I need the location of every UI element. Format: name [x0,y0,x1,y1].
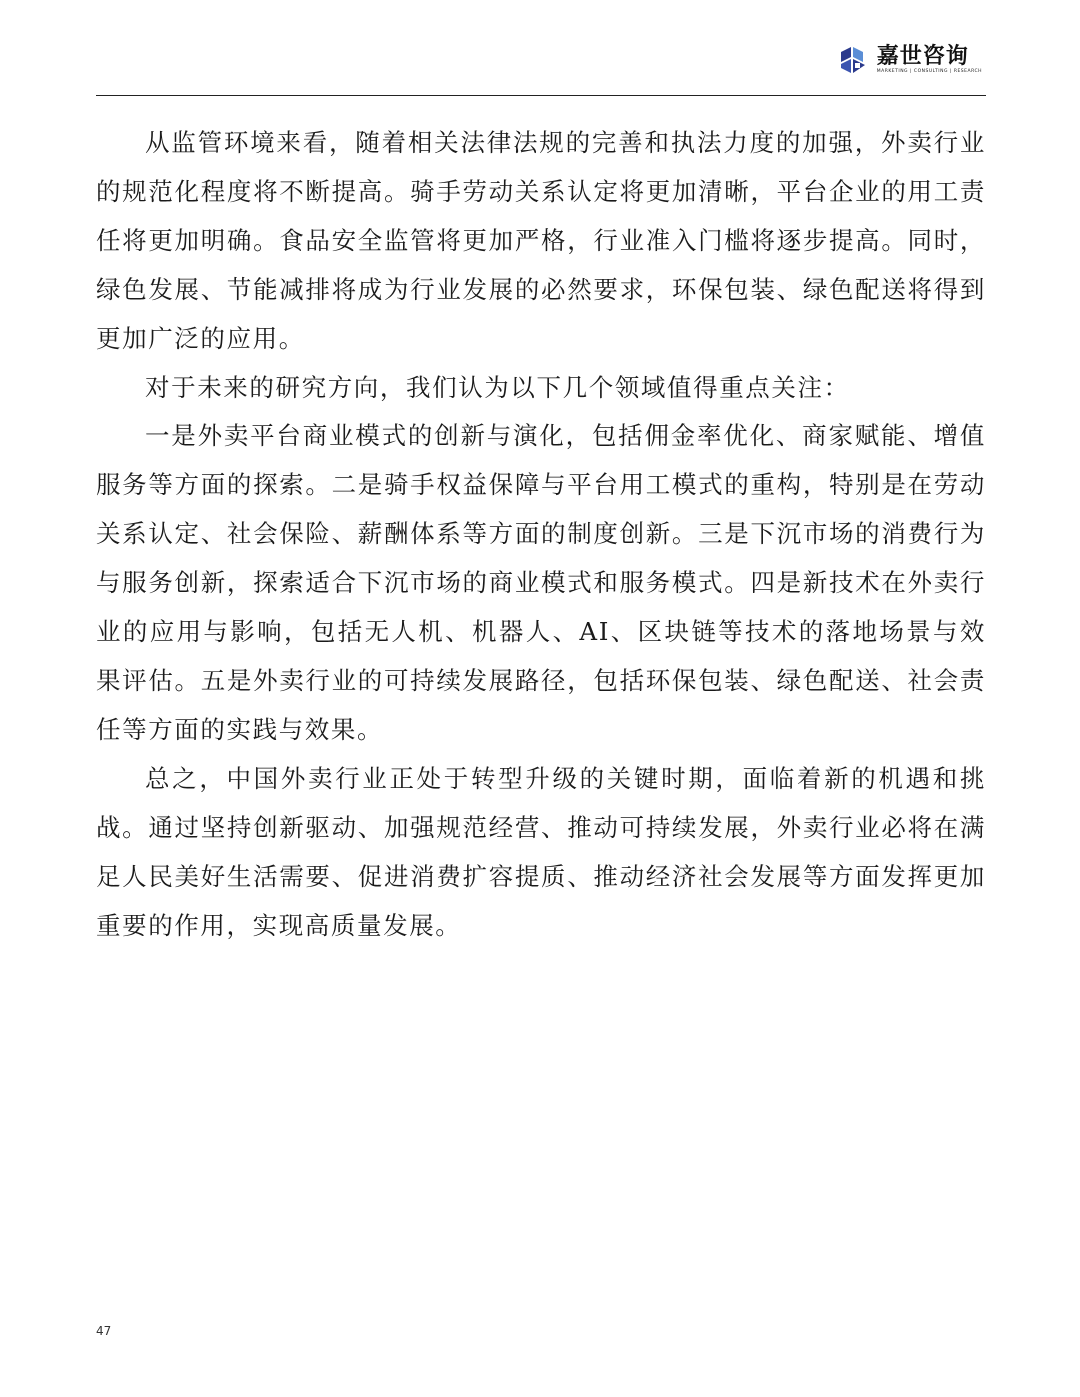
header-divider [96,95,986,97]
brand-name: 嘉世咨询 [876,44,969,69]
brand-logo [837,44,982,76]
page-header [96,0,986,96]
jiashi-logo-icon [837,44,869,76]
paragraph-conclusion: 总之，中国外卖行业正处于转型升级的关键时期，面临着新的机遇和挑战。通过坚持创新驱动、加强规范经营、推动可持续发展，外卖行业必将在满足人民美好生活需要、促进消费扩容提质、推动经济社会发展等方面发挥更加重要的作用，实现高质量发展。 [96,763,986,940]
paragraph-research-intro: 对于未来的研究方向，我们认为以下几个领域值得重点关注： [145,372,850,402]
body-text [96,119,986,950]
page-number: 47 [96,1324,112,1338]
brand-tagline: MARKETING | CONSULTING | RESEARCH [876,69,982,74]
paragraph-research-directions: 一是外卖平台商业模式的创新与演化，包括佣金率优化、商家赋能、增值服务等方面的探索。二是骑手权益保障与平台用工模式的重构，特别是在劳动关系认定、社会保险、薪酬体系等方面的制度创新。三是下沉市场的消费行为与服务创新，探索适合下沉市场的商业模式和服务模式。四是新技术在外卖行业的应用与影响，包括无人机、机器人、AI、区块链等技术的落地场景与效果评估。五是外卖行业的可持续发展路径，包括环保包装、绿色配送、社会责任等方面的实践与效果。 [96,421,986,744]
paragraph-regulation: 从监管环境来看，随着相关法律法规的完善和执法力度的加强，外卖行业的规范化程度将不断提高。骑手劳动关系认定将更加清晰，平台企业的用工责任将更加明确。食品安全监管将更加严格，行业准入门槛将逐步提高。同时，绿色发展、节能减排将成为行业发展的必然要求，环保包装、绿色配送将得到更加广泛的应用。 [96,128,986,353]
